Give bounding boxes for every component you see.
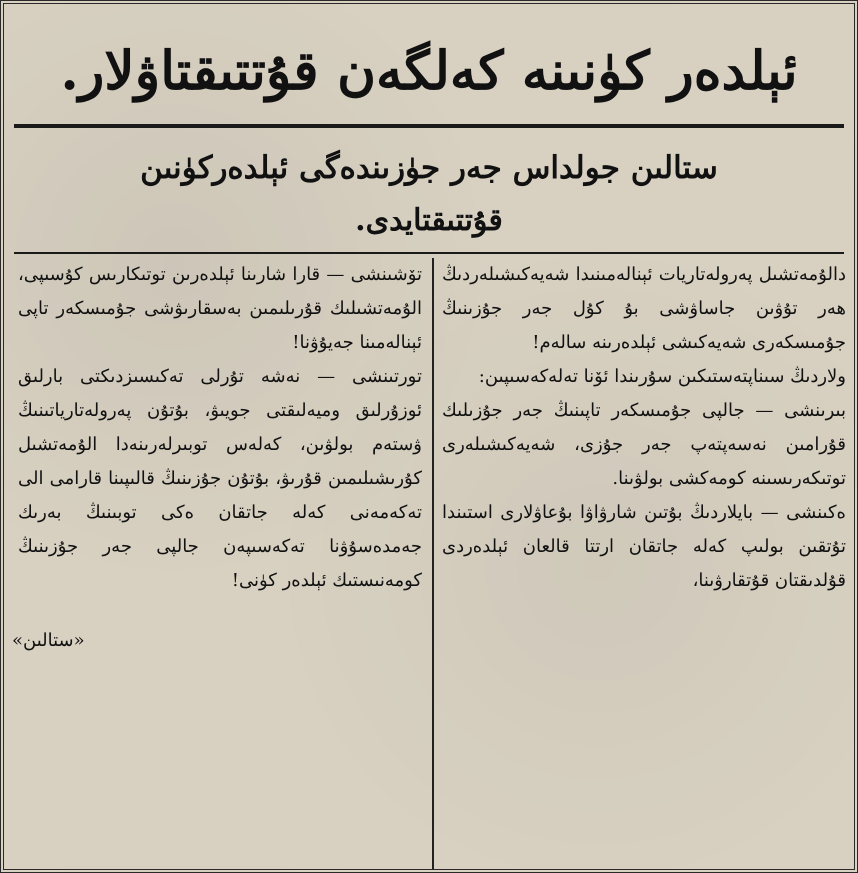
article-column-right bbox=[436, 258, 854, 598]
article-paragraph: تورتىنشى — نەشە تۇرلى تەكىسىزدىكتى بارلىق ئوزۇرلىق وميەلىقتى جويىۋ، بۇتۇن پەرولەتارياتىنىڭ ۋستەم بولۋىن، كەلەس توبىرلەرىنەدا الۇمەتشىل كۇرىشىلىمىن قۇرىۋ، بۇتۇن جۇزىنىڭ قالىپىنا قارامى الى تەكەمەنى كەلە جاتقان ەكى توبىنىڭ بەرىك جەمدەسۇۋنا تەكەسىپەن جالپى جەر جۇزىنىڭ كومەنىستىك ئېلدەر كۈنى! bbox=[18, 366, 422, 591]
article-paragraph: ولاردىڭ سىناپتەستىكىن سۇرىندا ئۆنا تەلەكەسىپىن: bbox=[478, 366, 846, 387]
article-paragraph: دالۇمەتشىل پەرولەتاريات ئېنالەمىنىدا شەيەكىشىلەردىڭ ھەر تۇۋىن جاساۋشى بۇ كۇل جەر جۇزىنىڭ جۇمىسكەرى شەيەكىشى ئېلدەرىنە سالەم! bbox=[442, 264, 846, 353]
subheadline-line-1: ستالىن جولداس جەر جۈزىندەگى ئېلدەركۈنىن bbox=[140, 150, 718, 186]
article-paragraph: تۆشىنشى — قارا شارىنا ئېلدەرىن توتىكارىس كۇسىپى، الۇمەتشىلىك قۇرىلىمىن بەسقارىۋشى جۇمىسكەر تاپى ئېنالەمىنا جەيۇۋنا! bbox=[18, 264, 422, 353]
article-signature: «ستالىن» bbox=[12, 630, 85, 651]
article-paragraph: بىرىنشى — جالپى جۇمىسكەر تاپىنىڭ جەر جۇزىلىك قۇرامىن نەسەپتەپ جەر جۇزى، شەيەكىشىلەرى توتىكەرىسىنە كومەكشى بولۋىنا. bbox=[442, 400, 846, 489]
headline: ئېلدەر كۈنىنە كەلگەن قۇتتىقتاۋلار. bbox=[60, 40, 798, 102]
headline-rule bbox=[14, 124, 844, 128]
subheadline-rule bbox=[14, 252, 844, 254]
column-divider bbox=[432, 258, 434, 870]
subheadline-line-2: قۇتتىقتايدى. bbox=[355, 203, 503, 238]
article-column-left bbox=[12, 258, 430, 658]
article-paragraph: ەكىنشى — بايلاردىڭ بۇتىن شارۋاۋا بۇعاۋلارى استىندا تۇتقىن بولىپ كەلە جاتقان ارتتا قالعان ئېلدەردى قۇلدىقتان قۇتقارۋىنا، bbox=[442, 502, 846, 591]
